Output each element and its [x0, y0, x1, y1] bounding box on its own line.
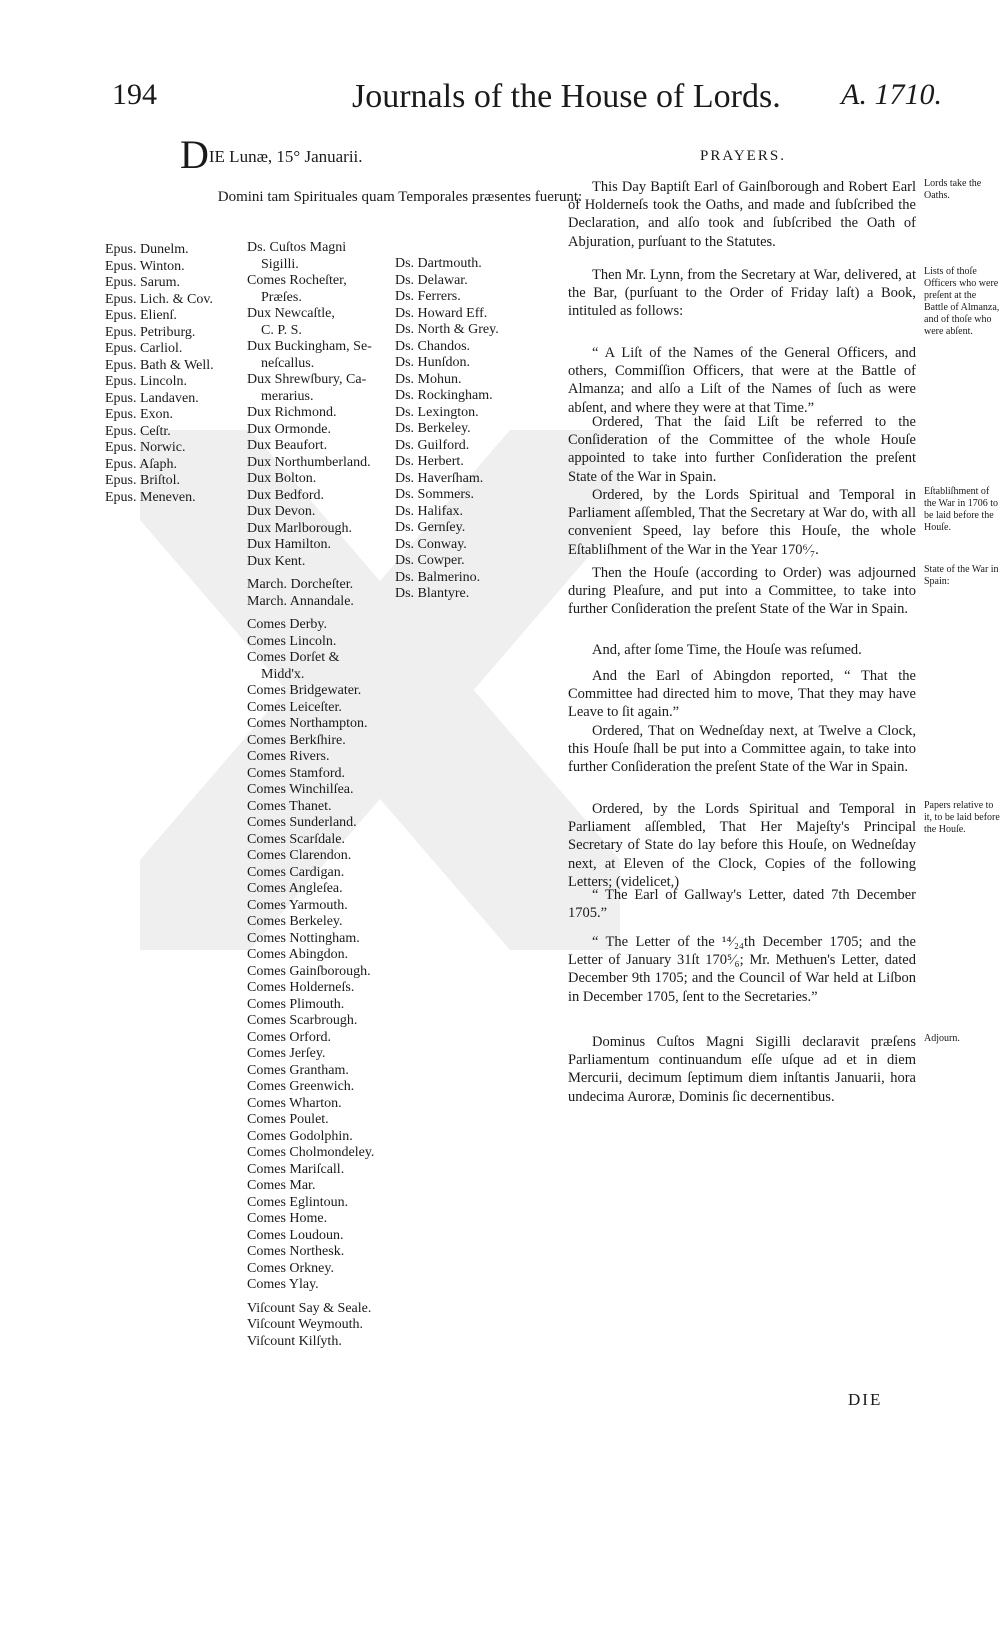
- attendee-line: merarius.: [261, 388, 314, 404]
- attendee-line: neſcallus.: [261, 355, 315, 371]
- attendee-line: Epus. Lincoln.: [105, 374, 188, 389]
- attendance-heading: Domini tam Spirituales quam Temporales præsentes fuerunt:: [217, 189, 583, 205]
- attendee-line: Ds. Rockingham.: [395, 388, 493, 403]
- prayers-heading: PRAYERS.: [700, 148, 786, 164]
- attendee-line: Comes Orkney.: [247, 1260, 334, 1276]
- attendee-line: Ds. Cowper.: [395, 553, 465, 568]
- entry-text: “ A Liſt of the Names of the General Officers, and others, Commiſſion Officers, that were at the Battle of Almanza; and alſo a Liſt of the Names of ſuch as were abſent, and where they were at that Time.”: [568, 345, 916, 416]
- attendee-line: Dux Beaufort.: [247, 438, 328, 453]
- proceeding-entry: [568, 564, 916, 619]
- attendee-line: Ds. Blantyre.: [395, 586, 470, 601]
- entry-text: “ The Earl of Gallway's Letter, dated 7th December 1705.”: [568, 887, 916, 922]
- entry-text: Dominus Cuſtos Magni Sigilli declaravit præſens Parliamentum continuandum eſſe uſque ad et in diem Mercurii, decimum ſeptimum diem inſtantis Januarii, hora undecima Auroræ, Dominis ſic decernentibus.: [568, 1034, 916, 1105]
- attendee-line: Comes Home.: [247, 1211, 328, 1226]
- attendee-line: Epus. Bath & Well.: [105, 357, 214, 373]
- page-number: 194: [112, 78, 157, 111]
- attendee-line: Comes Yarmouth.: [247, 897, 348, 913]
- attendee-line: Præſes.: [261, 289, 302, 305]
- attendee-line: Ds. Balmerino.: [395, 569, 481, 585]
- attendee-line: Comes Berkeley.: [247, 914, 343, 929]
- attendee-line: Epus. Petriburg.: [105, 324, 196, 340]
- attendee-line: Viſcount Weymouth.: [247, 1317, 363, 1332]
- proceeding-entry: [568, 486, 916, 559]
- attendee-line: Ds. Mohun.: [395, 371, 462, 387]
- attendee-line: Epus. Winton.: [105, 258, 185, 274]
- margin-note: State of the War in Spain:: [924, 564, 999, 587]
- attendee-line: Comes Greenwich.: [247, 1079, 355, 1094]
- attendee-line: Comes Godolphin.: [247, 1128, 353, 1144]
- proceeding-entry: [568, 886, 916, 922]
- attendee-line: Ds. Howard Eff.: [395, 305, 488, 321]
- attendee-line: Ds. Hunſdon.: [395, 355, 471, 370]
- attendee-line: Ds. Dartmouth.: [395, 256, 482, 271]
- proceeding-entry: [568, 933, 916, 1006]
- margin-note: Adjourn.: [924, 1033, 960, 1044]
- attendee-line: Viſcount Say & Seale.: [247, 1300, 372, 1316]
- attendee-line: Comes Scarbrough.: [247, 1013, 358, 1028]
- attendee-line: Epus. Landaven.: [105, 390, 199, 406]
- date-line: [180, 132, 363, 177]
- attendee-line: Epus. Exon.: [105, 407, 174, 422]
- entry-text: Ordered, by the Lords Spiritual and Temporal in Parliament aſſembled, That Her Majeſty's Principal Secretary of State do lay before this Houſe, on Wedneſday next, at Eleven of the Clock, Copies of the following Letters; (videlicet,): [568, 801, 916, 890]
- attendee-line: Dux Kent.: [247, 553, 306, 569]
- attendee-line: Comes Derby.: [247, 617, 327, 632]
- attendee-line: Comes Gainſborough.: [247, 963, 371, 979]
- attendee-line: Dux Richmond.: [247, 405, 337, 420]
- entry-text: And the Earl of Abingdon reported, “ That the Committee had directed him to move, That they may have Leave to ſit again.”: [568, 668, 916, 721]
- attendee-line: Comes Jerſey.: [247, 1046, 326, 1061]
- attendee-line: Comes Stamford.: [247, 765, 345, 781]
- proceeding-entry: [568, 800, 916, 891]
- attendee-line: March. Annandale.: [247, 593, 354, 609]
- attendee-line: March. Dorcheſter.: [247, 577, 354, 592]
- proceeding-entry: [568, 266, 916, 321]
- attendee-line: Comes Thanet.: [247, 798, 332, 814]
- group-gap: [247, 1294, 387, 1301]
- attendee-line: Comes Clarendon.: [247, 848, 352, 863]
- attendee-line: Comes Poulet.: [247, 1112, 329, 1127]
- margin-note: Lords take the Oaths.: [924, 178, 982, 201]
- attendee-line: Dux Bedford.: [247, 487, 324, 503]
- attendee-line: Comes Northampton.: [247, 716, 368, 731]
- group-gap: [247, 610, 387, 617]
- entry-text: Ordered, That the ſaid Liſt be referred to the Conſideration of the Committee of the whole Houſe appointed to take into further Conſideration the preſent State of the War in Spain.: [568, 414, 916, 485]
- attendee-line: Comes Abingdon.: [247, 947, 349, 962]
- attendee-line: Comes Lincoln.: [247, 633, 337, 649]
- attendee-line: Comes Angleſea.: [247, 881, 343, 896]
- attendee-line: Ds. Lexington.: [395, 404, 479, 420]
- attendee-line: Ds. Chandos.: [395, 338, 471, 354]
- attendee-line: Ds. Sommers.: [395, 487, 474, 502]
- year-label: A. 1710.: [841, 78, 942, 111]
- attendee-line: Epus. Norwic.: [105, 440, 186, 455]
- attendee-line: Dux Devon.: [247, 504, 316, 519]
- entry-text: Ordered, by the Lords Spiritual and Temporal in Parliament aſſembled, That the Secretary at War do, with all convenient Speed, lay before this Houſe, the whole Eſtabliſhment of the War in the Year 170⁶⁄₇.: [568, 487, 916, 558]
- proceeding-entry: [568, 667, 916, 722]
- attendee-line: Comes Holderneſs.: [247, 980, 355, 995]
- attendee-line: Comes Winchilſea.: [247, 782, 354, 797]
- attendee-line: Comes Eglintoun.: [247, 1194, 349, 1210]
- margin-note: Eſtabliſhment of the War in 1706 to be laid before the Houſe.: [924, 486, 998, 533]
- bishops-column: [105, 242, 245, 506]
- attendee-line: Comes Rivers.: [247, 749, 330, 764]
- peers-column: [247, 240, 387, 1350]
- attendee-line: Comes Dorſet &: [247, 650, 340, 665]
- attendee-line: Comes Mar.: [247, 1178, 316, 1193]
- date-text: IE Lunæ, 15° Januarii.: [208, 147, 363, 166]
- attendee-line: Comes Leiceſter.: [247, 699, 342, 715]
- attendee-line: C. P. S.: [261, 322, 302, 338]
- attendee-line: Comes Nottingham.: [247, 930, 360, 946]
- attendee-line: Dux Hamilton.: [247, 537, 331, 552]
- journal-title: Journals of the House of Lords.: [352, 78, 781, 115]
- attendee-line: Comes Scarſdale.: [247, 831, 345, 847]
- proceeding-entry: [568, 641, 916, 659]
- attendee-line: Dux Newcaſtle,: [247, 306, 335, 321]
- attendee-line: Comes Plimouth.: [247, 996, 345, 1012]
- attendee-line: Epus. Briſtol.: [105, 473, 181, 488]
- attendee-line: Ds. Delawar.: [395, 272, 468, 288]
- page-header: [112, 78, 942, 128]
- attendee-line: Comes Cholmondeley.: [247, 1145, 375, 1160]
- attendee-line: Dux Shrewſbury, Ca-: [247, 372, 367, 387]
- attendee-line: Ds. Conway.: [395, 536, 467, 552]
- entry-text: And, after ſome Time, the Houſe was reſumed.: [592, 642, 862, 658]
- attendee-line: Comes Bridgewater.: [247, 683, 362, 698]
- attendee-line: Sigilli.: [261, 256, 299, 272]
- entry-text: Then Mr. Lynn, from the Secretary at War, delivered, at the Bar, (purſuant to the Order of Friday laſt) a Book, intituled as follows:: [568, 267, 916, 320]
- attendee-line: Epus. Dunelm.: [105, 242, 189, 257]
- entry-text: Ordered, That on Wedneſday next, at Twelve a Clock, this Houſe ſhall be put into a Committee again, to take into further Conſideration the preſent State of the War in Spain.: [568, 723, 916, 776]
- attendee-line: Viſcount Kilſyth.: [247, 1333, 342, 1349]
- attendee-line: Comes Sunderland.: [247, 815, 357, 830]
- attendee-line: Ds. Haverſham.: [395, 470, 484, 486]
- group-gap: [247, 570, 387, 577]
- proceeding-entry: [568, 178, 916, 251]
- attendee-line: Dux Buckingham, Se-: [247, 339, 372, 354]
- attendee-line: Ds. Halifax.: [395, 503, 464, 519]
- attendee-line: Ds. Herbert.: [395, 454, 464, 469]
- attendee-line: Comes Cardigan.: [247, 864, 345, 880]
- attendee-line: Midd'x.: [261, 666, 305, 682]
- attendee-line: Epus. Aſaph.: [105, 456, 177, 472]
- entry-text: Then the Houſe (according to Order) was adjourned during Pleaſure, and put into a Committee, to take into further Conſideration the preſent State of the War in Spain.: [568, 565, 916, 618]
- attendee-line: Epus. Meneven.: [105, 489, 196, 505]
- barons-column: [395, 256, 535, 603]
- entry-text: “ The Letter of the ¹⁴⁄₂₄th December 1705; and the Letter of January 31ſt 170⁵⁄₆; Mr. Methuen's Letter, dated December 9th 1705; and the Council of War held at Liſbon in December 1705, ſent to the Secretaries.”: [568, 934, 916, 1005]
- attendee-line: Comes Orford.: [247, 1029, 331, 1045]
- proceeding-entry: [568, 344, 916, 417]
- attendee-line: Comes Northesk.: [247, 1244, 345, 1259]
- attendee-line: Comes Ylay.: [247, 1277, 319, 1292]
- attendee-line: Ds. Guilford.: [395, 437, 470, 453]
- entry-text: This Day Baptiſt Earl of Gainſborough and Robert Earl of Holderneſs took the Oaths, and made and ſubſcribed the Declaration, and alſo took and ſubſcribed the Oath of Abjuration, purſuant to the Statutes.: [568, 179, 916, 250]
- drop-cap: D: [180, 132, 209, 177]
- attendee-line: Comes Mariſcall.: [247, 1161, 345, 1177]
- attendee-line: Ds. Berkeley.: [395, 421, 471, 436]
- attendee-line: Ds. Cuſtos Magni: [247, 240, 347, 255]
- attendee-line: Comes Grantham.: [247, 1062, 349, 1078]
- attendee-line: Epus. Elienſ.: [105, 308, 177, 323]
- attendee-line: Comes Loudoun.: [247, 1227, 344, 1243]
- proceeding-entry: [568, 722, 916, 777]
- attendee-line: Ds. Ferrers.: [395, 289, 461, 304]
- attendee-line: Dux Bolton.: [247, 471, 317, 486]
- attendee-line: Comes Berkſhire.: [247, 732, 346, 748]
- attendee-line: Dux Ormonde.: [247, 421, 331, 437]
- margin-note: Papers relative to it, to be laid before the Houſe.: [924, 800, 1000, 835]
- catchword: DIE: [848, 1390, 883, 1409]
- proceeding-entry: [568, 413, 916, 486]
- proceeding-entry: [568, 1033, 916, 1106]
- attendee-line: Epus. Lich. & Cov.: [105, 291, 213, 307]
- attendee-line: Comes Rocheſter,: [247, 273, 347, 288]
- attendee-line: Epus. Ceſtr.: [105, 423, 171, 439]
- attendee-line: Dux Northumberland.: [247, 454, 371, 470]
- margin-note: Lists of thoſe Officers who were preſent at the Battle of Almanza, and of thoſe who were abſent.: [924, 266, 1000, 337]
- attendee-line: Ds. North & Grey.: [395, 322, 499, 337]
- attendee-line: Dux Marlborough.: [247, 520, 352, 536]
- attendee-line: Epus. Carliol.: [105, 341, 183, 356]
- attendee-line: Ds. Gernſey.: [395, 520, 466, 535]
- attendee-line: Comes Wharton.: [247, 1095, 342, 1111]
- attendee-line: Epus. Sarum.: [105, 275, 181, 290]
